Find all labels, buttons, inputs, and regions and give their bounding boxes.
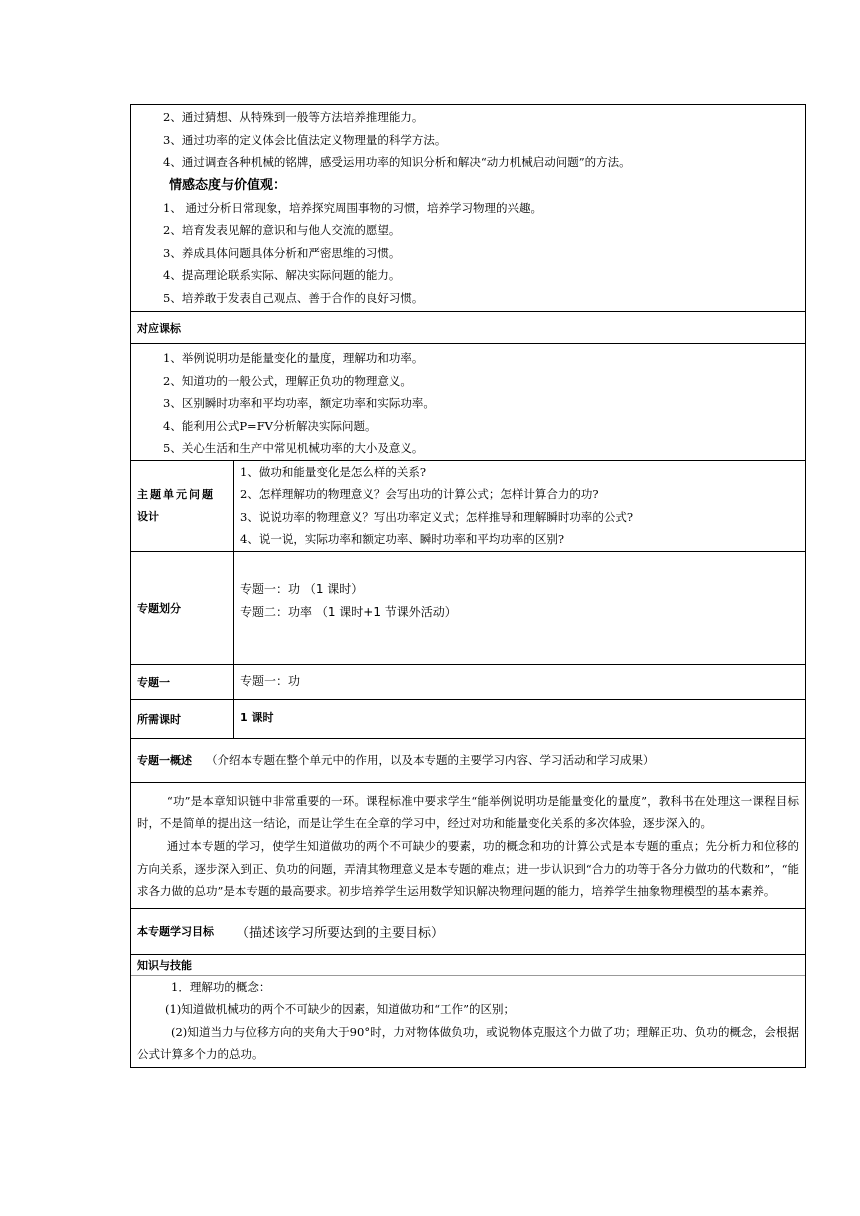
standard-line: 2、知道功的一般公式，理解正负功的物理意义。 <box>163 373 412 388</box>
overview-paragraph: 通过本专题的学习，使学生知道做功的两个不可缺少的要素，功的概念和功的计算公式是本专题的重点；先分析力和位移的方向关系，逐步深入到正、负功的问题，弄清其物理意义是本专题的难点；进一步认识到“合力的功等于各分力做功的代数和”，“能求各力做的总功”是本专题的最高要求。初步培养学生运用数学知识解决物理问题的能力，培养学生抽象物理模型的基本素养。 <box>137 839 799 899</box>
attitude-line: 4、提高理论联系实际、解决实际问题的能力。 <box>163 268 401 282</box>
standard-line: 1、举例说明功是能量变化的量度，理解功和功率。 <box>163 351 424 365</box>
topic-one-value: 专题一：功 <box>240 674 301 689</box>
skills-line: 2、通过猜想、从特殊到一般等方法培养推理能力。 <box>163 110 424 124</box>
overview-content-cell <box>131 782 805 908</box>
knowledge-line: (1)知道做机械功的两个不可缺少的因素，知道做功和“工作”的区别； <box>165 1002 516 1017</box>
hours-content-cell <box>234 700 805 738</box>
topic-division-row <box>131 551 805 664</box>
topic-division-label: 专题划分 <box>137 601 181 615</box>
topic-one-row <box>131 664 805 699</box>
knowledge-content-cell <box>131 975 805 1068</box>
standards-label-cell <box>131 311 805 343</box>
topic-division-label-cell <box>131 552 234 664</box>
standards-label: 对应课标 <box>137 321 181 335</box>
hours-value: 1 课时 <box>240 711 274 725</box>
standards-content-cell <box>131 343 805 460</box>
unit-questions-content-cell <box>234 461 805 551</box>
question-line: 1、做功和能量变化是怎么样的关系? <box>240 464 426 479</box>
question-line: 2、怎样理解功的物理意义？会写出功的计算公式；怎样计算合力的功? <box>240 487 599 501</box>
knowledge-line: 1．理解功的概念： <box>171 979 271 994</box>
skills-line: 4、通过调查各种机械的铭牌，感受运用功率的知识分析和解决“动力机械启动问题”的方法。 <box>163 155 631 169</box>
standard-line: 3、区别瞬时功率和平均功率，额定功率和实际功率。 <box>163 396 435 410</box>
unit-questions-row <box>131 460 805 551</box>
attitude-line: 1、 通过分析日常现象，培养探究周围事物的习惯，培养学习物理的兴趣。 <box>163 200 542 215</box>
overview-header-cell <box>131 738 805 782</box>
overview-label: 专题一概述 <box>137 754 192 767</box>
knowledge-label: 知识与技能 <box>137 958 192 972</box>
knowledge-line: (2)知道当力与位移方向的夹角大于90°时，力对物体做负功，或说物体克服这个力做了功；理解正功、负功的概念，会根据公式计算多个力的总功。 <box>137 1024 799 1061</box>
topic-one-content-cell <box>234 665 805 699</box>
unit-questions-label-cell <box>131 461 234 551</box>
unit-questions-label: 主题单元问题 <box>137 487 215 501</box>
attitude-line: 2、培育发表见解的意识和与他人交流的愿望。 <box>163 223 401 237</box>
hours-label: 所需课时 <box>137 712 181 726</box>
standard-line: 4、能利用公式P=FV分析解决实际问题。 <box>163 418 377 433</box>
hours-label-cell <box>131 700 234 738</box>
skills-line: 3、通过功率的定义体会比值法定义物理量的科学方法。 <box>163 132 447 147</box>
question-line: 4、说一说，实际功率和额定功率、瞬时功率和平均功率的区别? <box>240 532 564 546</box>
overview-paragraph: “功”是本章知识链中非常重要的一环。课程标准中要求学生“能举例说明功是能量变化的量度”，教科书在处理这一课程目标时，不是简单的提出这一结论，而是让学生在全章的学习中，经过对功和能量变化关系的多次体验，逐步深入的。 <box>137 793 799 830</box>
topic-one-label-cell <box>131 665 234 699</box>
topic-division-line: 专题一：功 （1 课时） <box>240 582 364 596</box>
overview-note: （介绍本专题在整个单元中的作用，以及本专题的主要学习内容、学习活动和学习成果） <box>206 753 655 767</box>
attitude-heading: 情感态度与价值观： <box>169 177 287 193</box>
standard-line: 5、关心生活和生产中常见机械功率的大小及意义。 <box>163 441 424 455</box>
objectives-label: 本专题学习目标 <box>137 925 214 939</box>
topic-one-label: 专题一 <box>137 675 170 689</box>
question-line: 3、说说功率的物理意义？写出功率定义式；怎样推导和理解瞬时功率的公式? <box>240 509 633 524</box>
lesson-plan-table <box>130 104 806 1068</box>
objectives-header-cell <box>131 908 805 954</box>
attitude-line: 5、培养敢于发表自己观点、善于合作的良好习惯。 <box>163 290 424 305</box>
knowledge-label-cell <box>131 954 805 975</box>
unit-questions-label-line2: 设计 <box>137 509 159 523</box>
topic-division-content-cell <box>234 552 805 664</box>
topic-division-line: 专题二：功率 （1 课时+1 节课外活动） <box>240 604 457 619</box>
objectives-note: （描述该学习所要达到的主要目标） <box>236 925 445 941</box>
objectives-continued-cell <box>131 105 805 311</box>
attitude-line: 3、养成具体问题具体分析和严密思维的习惯。 <box>163 245 401 260</box>
hours-row <box>131 699 805 738</box>
